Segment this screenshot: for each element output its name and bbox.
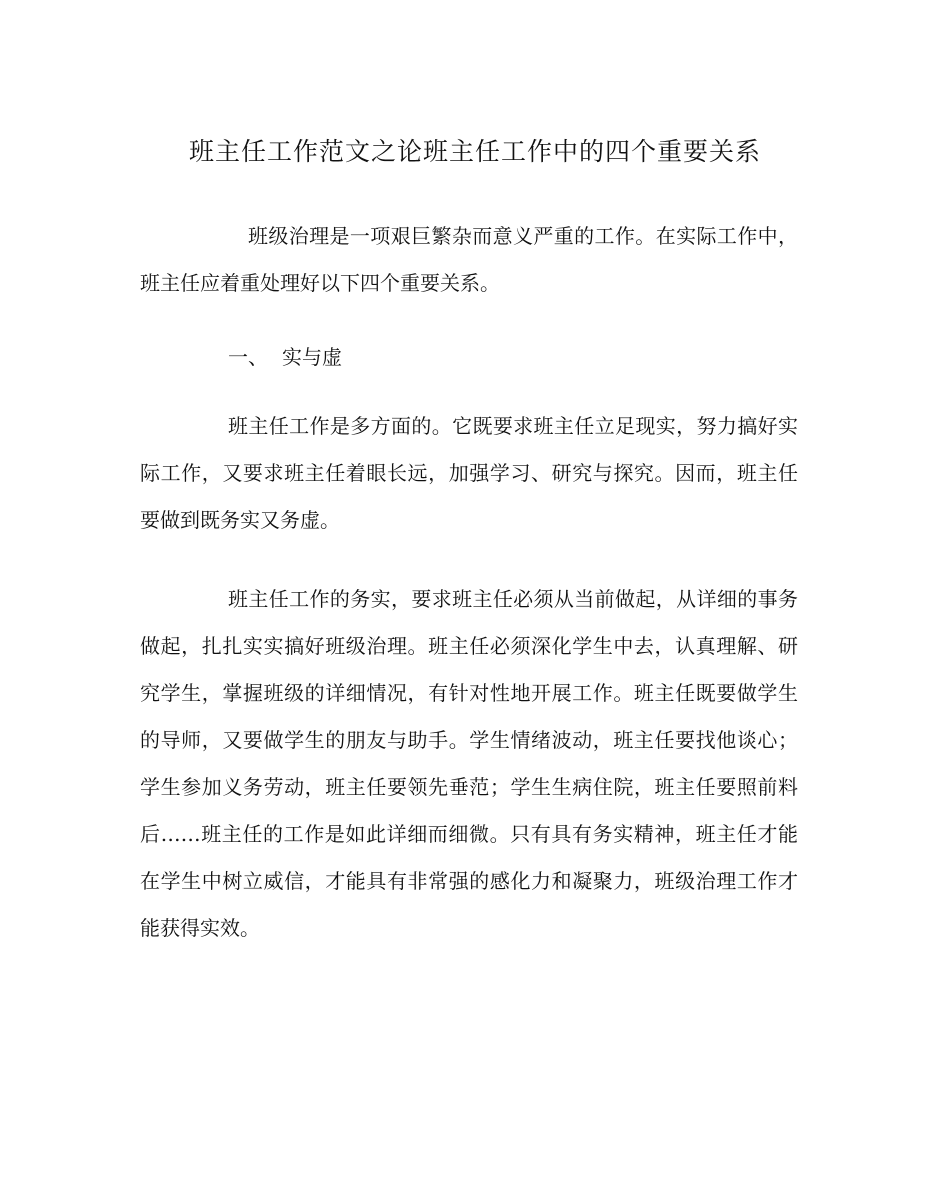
section-heading-text: 实与虚 bbox=[282, 345, 342, 369]
document-title: 班主任工作范文之论班主任工作中的四个重要关系 bbox=[188, 137, 761, 166]
body-paragraph-2: 班主任工作的务实，要求班主任必须从当前做起，从详细的事务做起，扎扎实实搞好班级治理。班主任必须深化学生中去，认真理解、研究学生，掌握班级的详细情况，有针对性地开展工作。班主任既要做学生的导师，又要做学生的朋友与助手。学生情绪波动，班主任要找他谈心；学生参加义务劳动，班主任要领先垂范；学生生病住院，班主任要照前料后……班主任的工作是如此详细而细微。只有具有务实精神，班主任才能在学生中树立威信，才能具有非常强的感化力和凝聚力，班级治理工作才能获得实效。 bbox=[140, 587, 798, 940]
section-heading bbox=[228, 334, 628, 381]
section-number: 一、 bbox=[228, 345, 268, 369]
body-paragraph-1: 班主任工作是多方面的。它既要求班主任立足现实，努力搞好实际工作，又要求班主任着眼长远，加强学习、研究与探究。因而，班主任要做到既务实又务虚。 bbox=[140, 414, 798, 532]
intro-paragraph: 班级治理是一项艰巨繁杂而意义严重的工作。在实际工作中，班主任应着重处理好以下四个重要关系。 bbox=[140, 224, 798, 295]
